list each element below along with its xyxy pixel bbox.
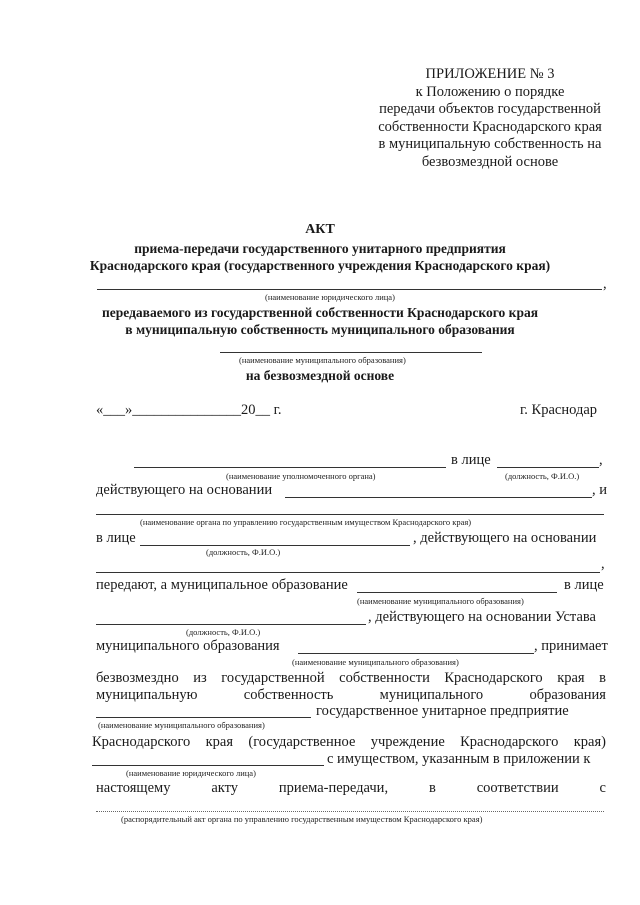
text: , и xyxy=(592,482,608,498)
act-title-line: на безвозмездной основе xyxy=(245,368,395,383)
basis-field-line xyxy=(96,572,600,573)
word: образования xyxy=(529,687,606,703)
word: Краснодарского xyxy=(92,734,191,750)
legal-entity-field-line xyxy=(97,289,602,290)
appendix-header xyxy=(360,66,620,171)
word: из xyxy=(193,670,207,686)
word: учреждение xyxy=(370,734,445,750)
comma: , xyxy=(599,452,603,468)
act-title-line: приема-передачи государственного унитарного предприятия xyxy=(134,241,506,256)
appendix-line: собственности Краснодарского края xyxy=(378,118,602,135)
text: в лице xyxy=(96,530,136,546)
hint-property-body: (наименование органа по управлению государственным имуществом Краснодарского края) xyxy=(140,517,472,527)
word: настоящему xyxy=(96,780,171,796)
word: соответствии xyxy=(476,780,559,796)
word: приема-передачи, xyxy=(278,780,389,796)
appendix-line: к Положению о порядке xyxy=(415,83,565,100)
act-title: АКТ xyxy=(305,222,335,237)
act-title-line: Краснодарского края (государственного учреждения Краснодарского края) xyxy=(89,258,551,273)
basis-field-line xyxy=(285,497,592,498)
word: (государственное xyxy=(248,734,356,750)
comma: , xyxy=(601,556,605,572)
municipality-field-line xyxy=(357,592,557,593)
appendix-line: безвозмездной основе xyxy=(421,153,559,170)
word: государственной xyxy=(221,670,325,686)
hint-position: (должность, Ф.И.О.) xyxy=(186,627,261,637)
text: в лице xyxy=(451,452,491,468)
legal-entity-field-line xyxy=(92,765,324,766)
hint-position: (должность, Ф.И.О.) xyxy=(505,471,580,481)
hint-municipality: (наименование муниципального образования) xyxy=(98,720,265,730)
text: в лице xyxy=(564,577,604,593)
city: г. Краснодар xyxy=(520,402,598,418)
appendix-line: передачи объектов государственной xyxy=(379,101,601,117)
hint-position: (должность, Ф.И.О.) xyxy=(206,547,281,557)
text: , принимает xyxy=(534,638,608,654)
justified-line xyxy=(96,670,606,687)
date-field: «___»_______________20__ г. xyxy=(96,402,282,418)
text: , действующего на основании xyxy=(413,530,597,546)
word: муниципального xyxy=(379,687,484,703)
justified-line xyxy=(92,734,606,751)
text: государственное унитарное предприятие xyxy=(316,703,569,719)
word: акту xyxy=(211,780,239,796)
position-field-line xyxy=(96,624,366,625)
hint-municipality: (наименование муниципального образования) xyxy=(292,657,459,667)
appendix-number: ПРИЛОЖЕНИЕ № 3 xyxy=(425,66,555,82)
municipality-field-line xyxy=(298,653,534,654)
property-body-field-line xyxy=(96,514,604,515)
text: передают, а муниципальное образование xyxy=(96,577,348,593)
position-field-line xyxy=(497,467,599,468)
act-title-line: передаваемого из государственной собственности Краснодарского края xyxy=(101,305,539,320)
word: безвозмездно xyxy=(96,670,179,686)
word: собственность xyxy=(243,687,334,703)
municipality-field-line xyxy=(220,352,482,353)
justified-line xyxy=(96,687,606,704)
justified-line xyxy=(96,780,606,797)
text: с имуществом, указанным в приложении к xyxy=(327,751,591,767)
word: муниципальную xyxy=(96,687,198,703)
hint-municipality: (наименование муниципального образования) xyxy=(239,355,406,365)
hint-legal-entity: (наименование юридического лица) xyxy=(265,292,395,302)
word: с xyxy=(599,780,606,796)
text: действующего на основании xyxy=(96,482,273,498)
admin-act-field-line xyxy=(96,811,604,812)
word: края xyxy=(205,734,234,750)
word: в xyxy=(428,780,436,796)
hint-authorized-body: (наименование уполномоченного органа) xyxy=(226,471,376,481)
comma: , xyxy=(603,276,607,292)
text: муниципального образования xyxy=(96,638,280,654)
appendix-line: в муниципальную собственность на xyxy=(378,136,602,152)
word: Краснодарского xyxy=(460,734,559,750)
hint-admin-act: (распорядительный акт органа по управлению государственным имуществом Краснодарского края) xyxy=(121,814,483,824)
hint-legal-entity: (наименование юридического лица) xyxy=(126,768,256,778)
authorized-body-field-line xyxy=(134,467,446,468)
word: Краснодарского xyxy=(444,670,543,686)
hint-municipality: (наименование муниципального образования) xyxy=(357,596,524,606)
position-field-line xyxy=(140,545,410,546)
word: края) xyxy=(573,734,606,750)
word: края xyxy=(557,670,585,686)
act-title-line: в муниципальную собственность муниципального образования xyxy=(125,322,515,337)
municipality-field-line xyxy=(96,717,311,718)
text: , действующего на основании Устава xyxy=(368,609,596,625)
word: в xyxy=(599,670,606,686)
word: собственности xyxy=(339,670,430,686)
